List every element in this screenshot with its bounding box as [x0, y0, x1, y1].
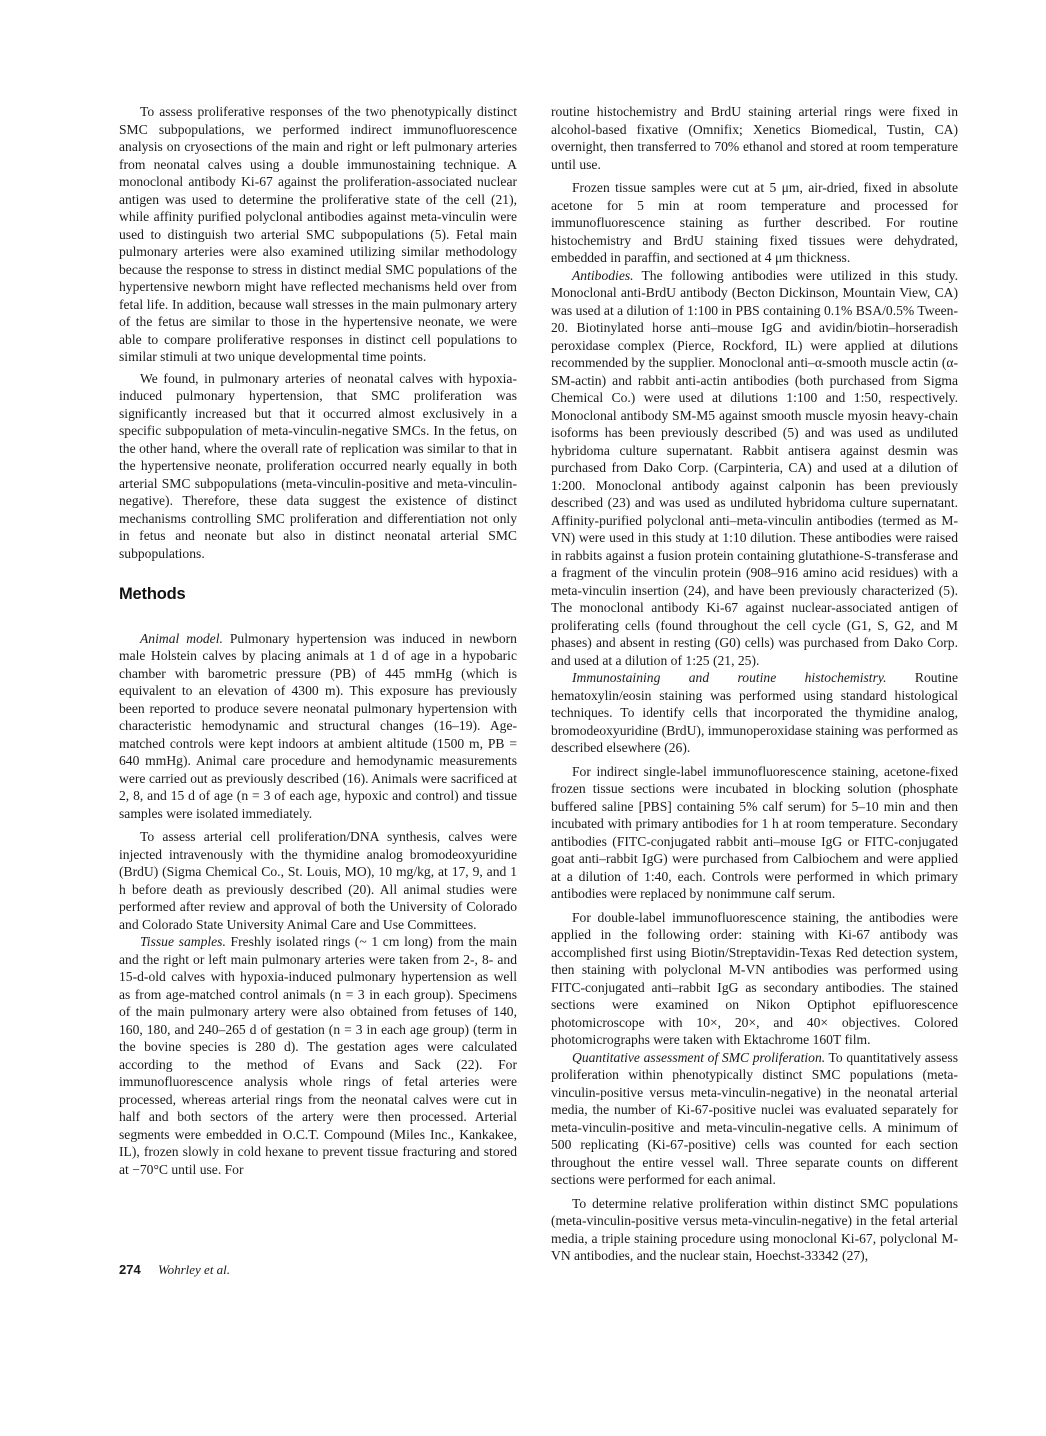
- animal-model-text: Pulmonary hypertension was induced in newborn male Holstein calves by placing animals at 1 d of age in a hypobaric chamber with barometric pressure (PB) of 445 mmHg (which is equivalent to an elevation of 4300 m). This exposure has previously been reported to produce severe neonatal pulmonary hypertension with characteristic hemodynamic and structural changes (16–19). Age-matched controls were kept indoors at ambient altitude (1500 m, PB = 640 mmHg). Animal care procedure and hemodynamic measurements were carried out as previously described (16). Animals were sacrificed at 2, 8, and 15 d of age (n = 3 of each age, hypoxic and control) and tissue samples were isolated immediately.: [119, 630, 517, 821]
- immunostaining-title: Immunostaining and routine histochemistry.: [572, 670, 887, 685]
- intro-paragraph-2: We found, in pulmonary arteries of neonatal calves with hypoxia-induced pulmonary hypertension, that SMC proliferation was significantly increased but that it occurred almost exclusively in a specific subpopulation of meta-vinculin-negative SMCs. In the fetus, on the other hand, where the overall rate of replication was similar to that in the hypertensive neonate, proliferation occurred nearly equally in both arterial SMC subpopulations (meta-vinculin-positive and meta-vinculin-negative). Therefore, these data suggest the existence of distinct mechanisms controlling SMC proliferation and differentiation not only in fetus and neonate but also in distinct neonatal arterial SMC subpopulations.: [119, 370, 517, 561]
- antibodies-title: Antibodies.: [572, 267, 634, 283]
- quantitative-paragraph: [551, 1049, 958, 1189]
- left-column: [119, 103, 517, 1178]
- frozen-samples-paragraph: Frozen tissue samples were cut at 5 μm, air-dried, fixed in absolute acetone for 5 min at room temperature and processed for immunofluorescence staining as further described. For routine histochemistry and BrdU staining fixed tissues were dehydrated, embedded in paraffin, and sectioned at 4 μm thickness.: [551, 180, 958, 265]
- immunostaining-text: Routine hematoxylin/eosin staining was performed using standard histological techniques. To identify cells that incorporated the thymidine analog, bromodeoxyuridine (BrdU), immunoperoxidase staining was performed as described elsewhere (26).: [551, 670, 958, 755]
- single-label-paragraph: For indirect single-label immunofluorescence staining, acetone-fixed frozen tissue sections were incubated in blocking solution (phosphate buffered saline [PBS] containing 5% calf serum) for 5–10 min and then incubated with primary antibodies for 1 h at room temperature. Secondary antibodies (FITC-conjugated rabbit anti–mouse IgG or FITC-conjugated goat anti–rabbit IgG) were purchased from Calbiochem and were applied at a dilution of 1:40, each. Controls were performed in which primary antibodies were replaced by nonimmune calf serum.: [551, 763, 958, 901]
- page-footer: [119, 1262, 230, 1278]
- double-label-paragraph: For double-label immunofluorescence staining, the antibodies were applied in the following order: staining with Ki-67 antibody was accomplished first using Biotin/Streptavidin-Texas Red detection system, then staining with polyclonal M-VN antibodies was performed using FITC-conjugated anti–rabbit IgG as secondary antibodies. The stained sections were examined on Nikon Optiphot epifluorescence photomicroscope with 10×, 20×, and 40× objectives. Colored photomicrographs were taken with Ektachrome 160T film.: [551, 909, 958, 1047]
- tissue-samples-text: Freshly isolated rings (~ 1 cm long) from the main and the right or left main pulmonary arteries were taken from 2-, 8- and 15-d-old calves with hypoxia-induced pulmonary hypertension as well as from age-matched control animals (n = 3 in each group). Specimens of the main pulmonary artery were also obtained from fetuses of 140, 160, 180, and 240–265 d of gestation (n = 3 in each age group) (term in the bovine species is 280 d). The gestation ages were calculated according to the method of Evans and Sack (22). For immunofluorescence analysis whole rings of fetal arteries were processed, whereas arterial rings from the neonatal calves were cut in half and both sectors of the artery were then processed. Arterial segments were embedded in O.C.T. Compound (Miles Inc., Kankakee, IL), frozen slowly in cold hexane to prevent tissue fracturing and stored at −70°C until use. For: [119, 934, 517, 1177]
- antibodies-paragraph: [551, 267, 958, 670]
- right-column: [551, 103, 958, 1265]
- animal-model-title: Animal model.: [140, 630, 223, 646]
- relative-proliferation-paragraph: To determine relative proliferation within distinct SMC populations (meta-vinculin-positive versus meta-vinculin-negative) in the fetal arterial media, a triple staining procedure using monoclonal Ki-67, polyclonal M-VN antibodies, and the nuclear stain, Hoechst-33342 (27),: [551, 1195, 958, 1263]
- tissue-samples-title: Tissue samples.: [140, 934, 226, 949]
- tissue-samples-paragraph: [119, 933, 517, 1178]
- antibodies-text: The following antibodies were utilized in this study. Monoclonal anti-BrdU antibody (Becton Dickinson, Mountain View, CA) was used at a dilution of 1:100 in PBS containing 0.1% BSA/0.5% Tween-20. Biotinylated horse anti–mouse IgG and avidin/biotin–horseradish peroxidase complex (Pierce, Rockford, IL) were applied at dilutions recommended by the supplier. Monoclonal anti–α-smooth muscle actin (α-SM-actin) and rabbit anti-actin antibodies (both purchased from Sigma Chemical Co.) were used at dilutions 1:100 and 1:50, respectively. Monoclonal antibody SM-M5 against smooth muscle myosin heavy-chain isoforms has been previously described (5) and was used as undiluted hybridoma culture supernatant. Rabbit antisera against desmin was purchased from Dako Corp. (Carpinteria, CA) and used at a dilution of 1:200. Monoclonal antibody against calponin has been previously described (23) and was used as undiluted hybridoma culture supernatant. Affinity-purified polyclonal anti–meta-vinculin antibodies (termed as M-VN) were used in this study at 1:10 dilution. These antibodies were raised in rabbits against a fusion protein containing glutathione-S-transferase and a fragment of the vinculin protein (908–916 amino acid residues) with a meta-vinculin insertion (24), and have been previously characterized (5). The monoclonal antibody Ki-67 against nuclear-associated antigen of proliferating cells (found throughout the cell cycle (G1, S, G2, and M phases) and absent in resting (G0) cells) was purchased from Dako Corp. and used at a dilution of 1:25 (21, 25).: [551, 267, 958, 668]
- running-authors: Wohrley et al.: [157, 1262, 231, 1277]
- quantitative-title: Quantitative assessment of SMC proliferation.: [572, 1049, 826, 1065]
- intro-paragraph-1: To assess proliferative responses of the two phenotypically distinct SMC subpopulations, we performed indirect immunofluorescence analysis on cryosections of the main and right or left pulmonary arteries from neonatal calves using a double immunostaining technique. A monoclonal antibody Ki-67 against the proliferation-associated nuclear antigen was used to determine the proliferative state of the cell (21), while affinity purified polyclonal antibodies against meta-vinculin were used to distinguish two arterial SMC subpopulations (5). Fetal main pulmonary arteries were also examined utilizing similar methodology because the response to stress in distinct medial SMC populations of the hypertensive newborn might have reflected mechanisms held over from fetal life. In addition, because wall stresses in the main pulmonary artery of the fetus are similar to those in the hypertensive neonate, we were able to compare proliferative responses in distinct cell populations to similar stimuli at two unique developmental time points.: [119, 104, 517, 364]
- page-number: 274: [119, 1262, 141, 1277]
- brdu-paragraph: To assess arterial cell proliferation/DNA synthesis, calves were injected intravenously with the thymidine analog bromodeoxyuridine (BrdU) (Sigma Chemical Co., St. Louis, MO), 10 mg/kg, at 17, 9, and 1 h before death as previously described (20). All animal studies were performed after review and approval of both the University of Colorado and Colorado State University Animal Care and Use Committees.: [119, 829, 517, 932]
- animal-model-paragraph: [119, 630, 517, 823]
- quantitative-text: To quantitatively assess proliferation within phenotypically distinct SMC populations (meta-vinculin-positive versus meta-vinculin-negative) in the neonatal arterial media, the number of Ki-67-positive nuclei was evaluated separately for meta-vinculin-positive and meta-vinculin-negative cells. A minimum of 500 replicating (Ki-67-positive) cells was counted for each section throughout the entire vessel wall. Three separate counts on different sections were performed for each animal.: [551, 1049, 958, 1187]
- methods-heading: Methods: [119, 585, 186, 603]
- continued-paragraph: routine histochemistry and BrdU staining arterial rings were fixed in alcohol-based fixative (Omnifix; Xenetics Biomedical, Tustin, CA) overnight, then transferred to 70% ethanol and stored at room temperature until use.: [551, 104, 958, 172]
- immunostaining-paragraph: [551, 669, 958, 757]
